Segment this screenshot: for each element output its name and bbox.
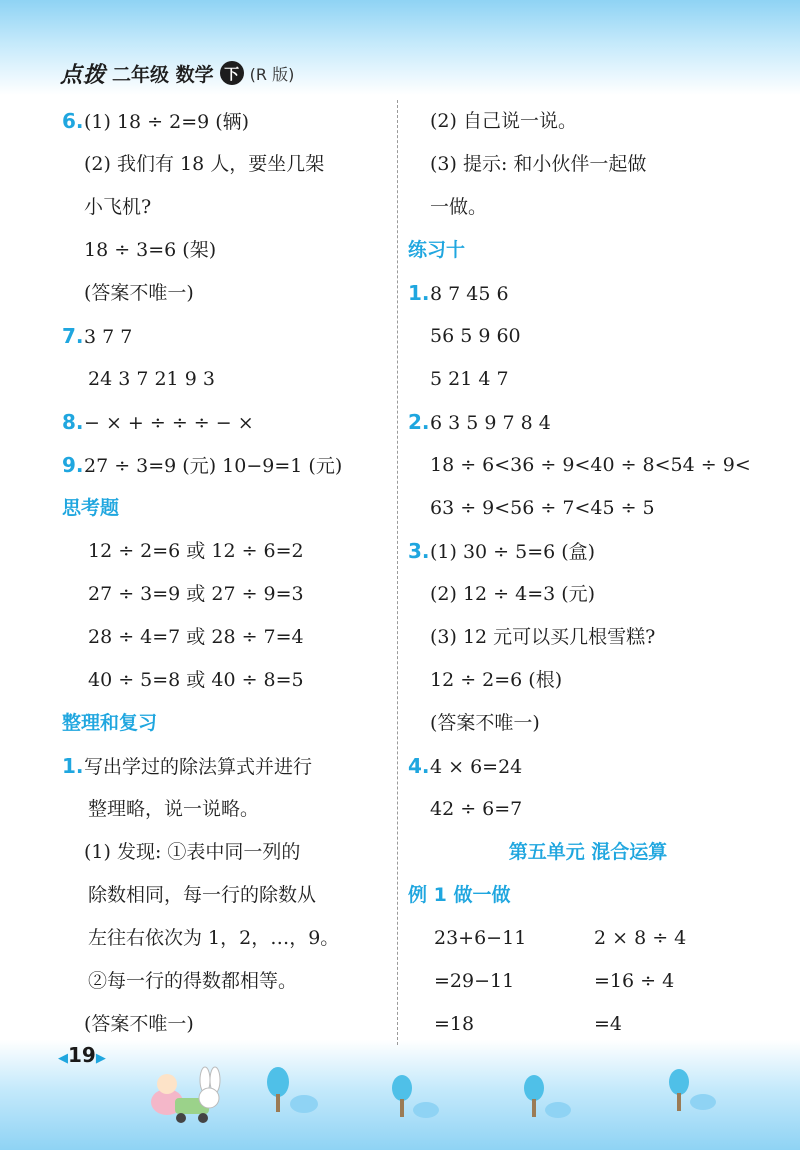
volume-badge: 下 bbox=[220, 61, 244, 85]
column-divider bbox=[397, 100, 398, 1045]
q6-number: 6. bbox=[62, 109, 84, 133]
tree-illustration-icon-3 bbox=[520, 1074, 580, 1126]
right-arrow-icon: ▶ bbox=[95, 1051, 106, 1066]
ex10-q2-line-1: 2.6 3 5 9 7 8 4 bbox=[408, 401, 768, 444]
cont-line-3: 一做。 bbox=[430, 196, 488, 218]
calc2-step-3: =4 bbox=[594, 1013, 623, 1035]
review-q1-number: 1. bbox=[62, 754, 84, 778]
q6-line-1: 6.(1) 18 ÷ 2=9 (辆) bbox=[62, 100, 392, 143]
page-header bbox=[60, 56, 294, 90]
brand-logo: 点拨 bbox=[60, 61, 107, 88]
review-heading: 整理和复习 bbox=[62, 712, 158, 734]
q6-line-4: 18 ÷ 3=6 (架) bbox=[84, 239, 217, 261]
calc-row-1 bbox=[408, 917, 768, 960]
ex10-q1-line-3: 5 21 4 7 bbox=[430, 368, 509, 390]
thinking-line-2: 27 ÷ 3=9 或 27 ÷ 9=3 bbox=[88, 583, 304, 605]
tree-illustration-icon bbox=[262, 1066, 322, 1118]
left-column bbox=[62, 100, 392, 1046]
ex10-q3-line-1: 3.(1) 30 ÷ 5=6 (盒) bbox=[408, 530, 768, 573]
q6-line-5: (答案不唯一) bbox=[84, 282, 194, 304]
ex10-q3-line-2: (2) 12 ÷ 4=3 (元) bbox=[430, 583, 596, 605]
ex10-q3-line-4: 12 ÷ 2=6 (根) bbox=[430, 669, 563, 691]
left-arrow-icon: ◀ bbox=[58, 1051, 68, 1066]
page-number: ◀19▶ bbox=[58, 1043, 106, 1067]
cont-line-1: (2) 自己说一说。 bbox=[430, 110, 577, 132]
review-line-7: (答案不唯一) bbox=[84, 1013, 194, 1035]
review-line-3: (1) 发现: ①表中同一列的 bbox=[84, 841, 301, 863]
q8-number: 8. bbox=[62, 410, 84, 434]
review-line-2: 整理略，说一说略。 bbox=[88, 798, 260, 820]
ex10-q4-number: 4. bbox=[408, 754, 430, 778]
ex10-q3-line-3: (3) 12 元可以买几根雪糕? bbox=[430, 626, 656, 648]
grade-subject: 二年级 数学 bbox=[112, 63, 214, 86]
q7-line-2: 24 3 7 21 9 3 bbox=[88, 368, 215, 390]
calc-row-2 bbox=[408, 960, 768, 1003]
q8-line-1: 8.− × + ÷ ÷ ÷ − × bbox=[62, 401, 392, 444]
calc2-step-2: =16 ÷ 4 bbox=[594, 970, 675, 992]
right-column bbox=[408, 100, 768, 1046]
calc1-step-3: =18 bbox=[434, 1013, 475, 1035]
ex10-q1-line-2: 56 5 9 60 bbox=[430, 325, 521, 347]
ex10-q4-line-1: 4.4 × 6=24 bbox=[408, 745, 768, 788]
review-line-1: 1.写出学过的除法算式并进行 bbox=[62, 745, 392, 788]
children-cart-illustration-icon bbox=[145, 1062, 225, 1124]
q7-line-1: 7.3 7 7 bbox=[62, 315, 392, 358]
exercise10-heading: 练习十 bbox=[408, 239, 466, 261]
ex10-q2-number: 2. bbox=[408, 410, 430, 434]
ex10-q3-line-5: (答案不唯一) bbox=[430, 712, 540, 734]
thinking-heading: 思考题 bbox=[62, 497, 120, 519]
review-line-4: 除数相同，每一行的除数从 bbox=[88, 884, 317, 906]
q6-line-3: 小飞机? bbox=[84, 196, 152, 218]
edition-label: (R 版) bbox=[249, 64, 295, 84]
review-line-6: ②每一行的得数都相等。 bbox=[88, 970, 298, 992]
calc2-step-1: 2 × 8 ÷ 4 bbox=[594, 927, 687, 949]
ex10-q3-number: 3. bbox=[408, 539, 430, 563]
tree-illustration-icon-2 bbox=[388, 1074, 448, 1126]
thinking-line-3: 28 ÷ 4=7 或 28 ÷ 7=4 bbox=[88, 626, 304, 648]
q9-number: 9. bbox=[62, 453, 84, 477]
ex10-q2-line-3: 63 ÷ 9<56 ÷ 7<45 ÷ 5 bbox=[430, 497, 655, 519]
example1-heading: 例 1 做一做 bbox=[408, 884, 511, 906]
tree-illustration-icon-4 bbox=[665, 1068, 725, 1120]
cont-line-2: (3) 提示: 和小伙伴一起做 bbox=[430, 153, 647, 175]
review-line-5: 左往右依次为 1，2，…，9。 bbox=[88, 927, 340, 949]
calc-row-3 bbox=[408, 1003, 768, 1046]
q9-line-1: 9.27 ÷ 3=9 (元) 10−9=1 (元) bbox=[62, 444, 392, 487]
unit5-heading: 第五单元 混合运算 bbox=[508, 841, 668, 863]
thinking-line-1: 12 ÷ 2=6 或 12 ÷ 6=2 bbox=[88, 540, 304, 562]
thinking-line-4: 40 ÷ 5=8 或 40 ÷ 8=5 bbox=[88, 669, 304, 691]
calc1-step-1: 23+6−11 bbox=[434, 927, 527, 949]
ex10-q1-line-1: 1.8 7 45 6 bbox=[408, 272, 768, 315]
ex10-q1-number: 1. bbox=[408, 281, 430, 305]
ex10-q2-line-2: 18 ÷ 6<36 ÷ 9<40 ÷ 8<54 ÷ 9< bbox=[430, 454, 751, 476]
calc1-step-2: =29−11 bbox=[434, 970, 515, 992]
ex10-q4-line-2: 42 ÷ 6=7 bbox=[430, 798, 523, 820]
q6-line-2: (2) 我们有 18 人，要坐几架 bbox=[84, 153, 325, 175]
q7-number: 7. bbox=[62, 324, 84, 348]
